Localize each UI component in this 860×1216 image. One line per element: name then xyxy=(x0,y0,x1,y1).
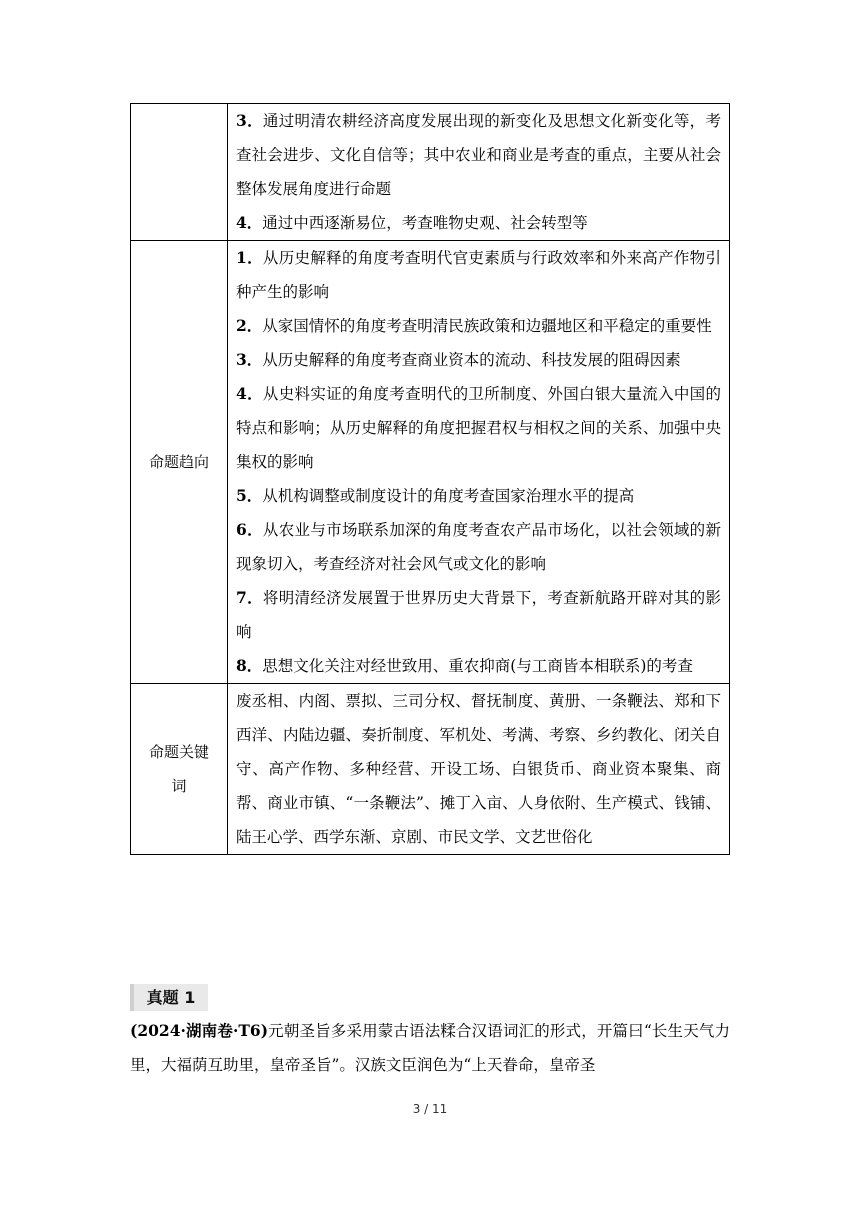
list-item: 7．将明清经济发展置于世界历史大背景下，考查新航路开辟对其的影响 xyxy=(236,588,721,641)
question-text xyxy=(130,1014,730,1082)
row-content xyxy=(228,104,730,241)
list-item: 8．思想文化关注对经世致用、重农抑商(与工商皆本相联系)的考查 xyxy=(236,656,693,675)
page-number: 3 / 11 xyxy=(412,1102,448,1116)
list-item: 3．从历史解释的角度考查商业资本的流动、科技发展的阻碍因素 xyxy=(236,350,681,369)
list-item: 4．从史料实证的角度考查明代的卫所制度、外国白银大量流入中国的特点和影响；从历史解释的角度把握君权与相权之间的关系、加强中央集权的影响 xyxy=(236,384,721,471)
list-item: 3．通过明清农耕经济高度发展出现的新变化及思想文化新变化等，考查社会进步、文化自信等；其中农业和商业是考查的重点，主要从社会整体发展角度进行命题 xyxy=(236,111,721,198)
list-item: 2．从家国情怀的角度考查明清民族政策和边疆地区和平稳定的重要性 xyxy=(236,316,712,335)
list-item: 1．从历史解释的角度考查明代官吏素质与行政效率和外来高产作物引种产生的影响 xyxy=(236,248,721,301)
table-row xyxy=(131,104,730,241)
list-item: 5．从机构调整或制度设计的角度考查国家治理水平的提高 xyxy=(236,486,635,505)
question-badge: 真题 1 xyxy=(130,984,208,1011)
exam-analysis-table xyxy=(130,103,730,855)
question-source: (2024·湖南卷·T6) xyxy=(130,1021,269,1040)
row-content xyxy=(228,684,730,855)
table-row xyxy=(131,241,730,684)
list-item: 4．通过中西逐渐易位，考查唯物史观、社会转型等 xyxy=(236,213,588,232)
row-label: 命题关键词 xyxy=(131,684,228,855)
row-label: 命题趋向 xyxy=(131,241,228,684)
question-body: 元朝圣旨多采用蒙古语法糅合汉语词汇的形式，开篇曰“长生天气力里，大福荫互助里，皇帝圣旨”。汉族文臣润色为“上天眷命，皇帝圣 xyxy=(130,1022,730,1074)
row-label xyxy=(131,104,228,241)
table-row xyxy=(131,684,730,855)
keywords-text: 废丞相、内阁、票拟、三司分权、督抚制度、黄册、一条鞭法、郑和下西洋、内陆边疆、奏折制度、军机处、考满、考察、乡约教化、闭关自守、高产作物、多种经营、开设工场、白银货币、商业资本聚集、商帮、商业市镇、“一条鞭法”、摊丁入亩、人身依附、生产模式、钱铺、陆王心学、西学东渐、京剧、市民文学、文艺世俗化 xyxy=(236,692,721,846)
row-content xyxy=(228,241,730,684)
list-item: 6．从农业与市场联系加深的角度考查农产品市场化，以社会领域的新现象切入，考查经济对社会风气或文化的影响 xyxy=(236,520,721,573)
